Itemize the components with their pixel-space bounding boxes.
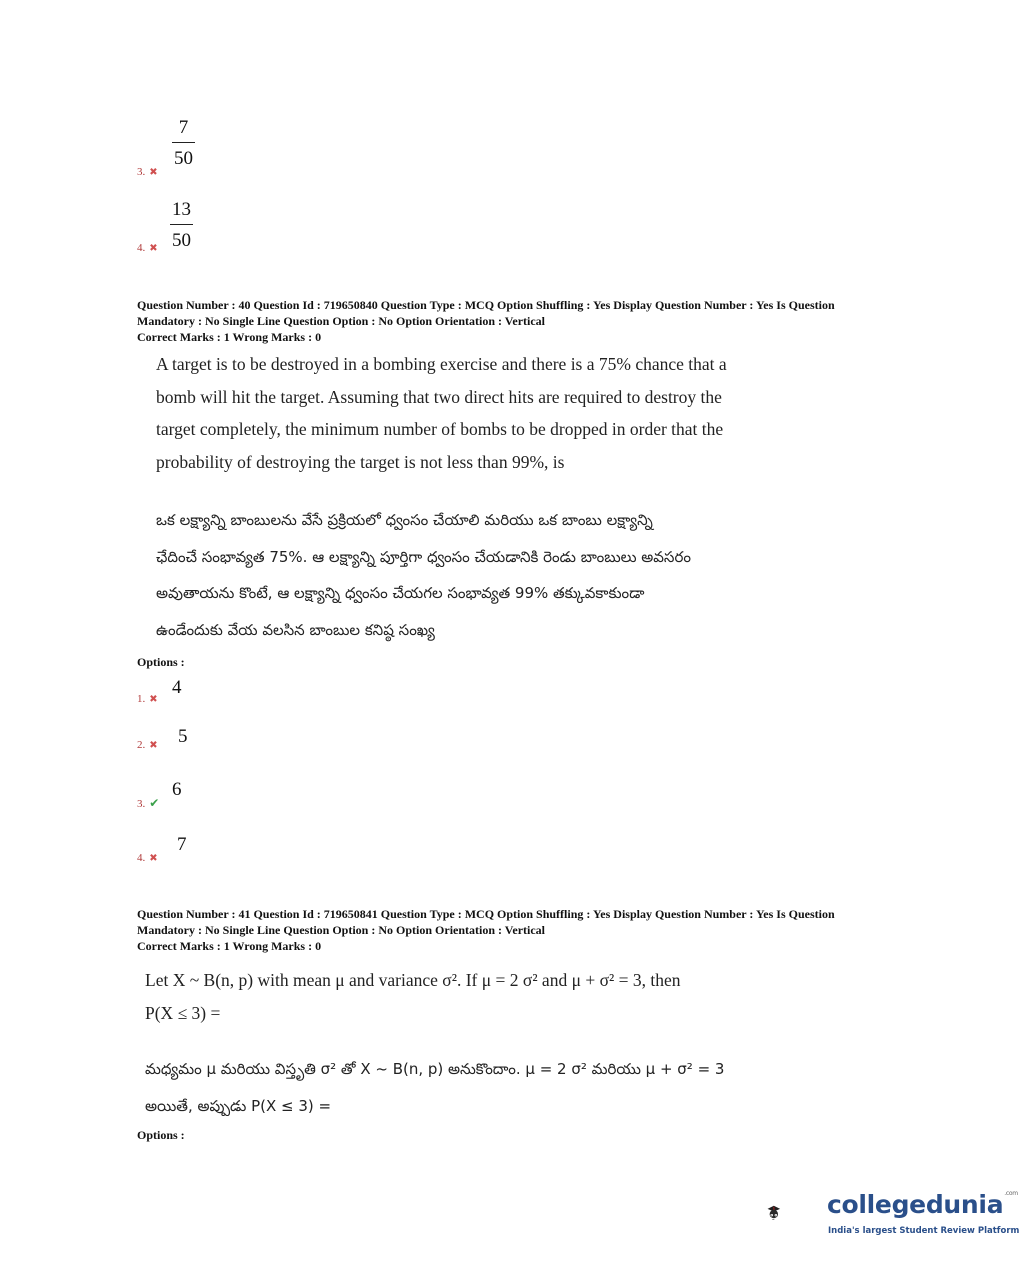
fraction-bar (172, 142, 195, 143)
option-3-fraction (172, 118, 195, 168)
logo-tagline: India's largest Student Review Platform (828, 1226, 1020, 1236)
option-number: 2. ✖ (137, 739, 158, 751)
fraction-numerator: 13 (172, 199, 191, 220)
option-value: 5 (178, 726, 188, 747)
options-label: Options : (137, 1128, 185, 1142)
check-icon: ✔ (149, 796, 160, 810)
cross-icon: ✖ (149, 740, 158, 751)
fraction-denominator: 50 (174, 148, 193, 169)
question-41-english: Let X ~ B(n, p) with mean μ and variance σ². If μ = 2 σ² and μ + σ² = 3, then P(X ≤ 3) = (145, 970, 681, 1023)
fraction-bar (170, 224, 193, 225)
cross-icon: ✖ (149, 167, 158, 178)
question-40-telugu: ఒక లక్ష్యాన్ని బాంబులను వేసే ప్రక్రియలో ధ్వంసం చేయాలి మరియు ఒక బాంబు లక్ష్యాన్ని ఛేదించే సంభావ్యత 75%. ఆ లక్ష్యాన్ని పూర్తిగా ధ్వంసం చేయడానికి రెండు బాంబులు అవసరం అవుతాయను కొంటే, ఆ లక్ష్యాన్ని ధ్వంసం చేయగల సంభావ్యత 99% తక్కువకాకుండా ఉండేందుకు వేయ వలసిన బాంబుల కనిష్ఠ సంఖ్య (156, 511, 691, 639)
collegedunia-logo-icon (766, 1178, 826, 1246)
question-40-english: A target is to be destroyed in a bombing exercise and there is a 75% chance that a bomb will hit the target. Assuming that two direct hits are required to destroy the target completely, the minimum number of bombs to be dropped in order that the probability of destroying the target is not less than 99%, is (156, 354, 727, 472)
question-40-meta: Question Number : 40 Question Id : 719650840 Question Type : MCQ Option Shuffling : Yes Display Question Number : Yes Is Question Mandatory : No Single Line Question Option : No Option Orientation : Vertical Correct Marks : 1 Wrong Marks : 0 (137, 298, 835, 344)
logo-wordmark: collegedunia$^{.com}$ (827, 1190, 1018, 1219)
options-label: Options : (137, 655, 185, 669)
fraction-numerator: 7 (178, 117, 189, 138)
cross-icon: ✖ (149, 243, 158, 254)
option-number: 3. ✔ (137, 796, 160, 810)
option-value: 4 (172, 677, 182, 698)
option-number: 4. ✖ (137, 852, 158, 864)
option-number: 1. ✖ (137, 693, 158, 705)
question-41-telugu: మధ్యమం μ మరియు విస్తృతి σ² తో X ~ B(n, p) అనుకొందాం. μ = 2 σ² మరియు μ + σ² = 3 అయితే, అప్పుడు P(X ≤ 3) = (145, 1060, 725, 1115)
option-value: 7 (177, 834, 187, 855)
option-4-fraction (170, 200, 193, 250)
question-41-meta: Question Number : 41 Question Id : 719650841 Question Type : MCQ Option Shuffling : Yes Display Question Number : Yes Is Question Mandatory : No Single Line Question Option : No Option Orientation : Vertical Correct Marks : 1 Wrong Marks : 0 (137, 907, 835, 953)
option-number: 3. ✖ (137, 166, 158, 178)
option-value: 6 (172, 779, 182, 800)
fraction-denominator: 50 (172, 230, 191, 251)
cross-icon: ✖ (149, 853, 158, 864)
cross-icon: ✖ (149, 694, 158, 705)
option-number: 4. ✖ (137, 242, 158, 254)
